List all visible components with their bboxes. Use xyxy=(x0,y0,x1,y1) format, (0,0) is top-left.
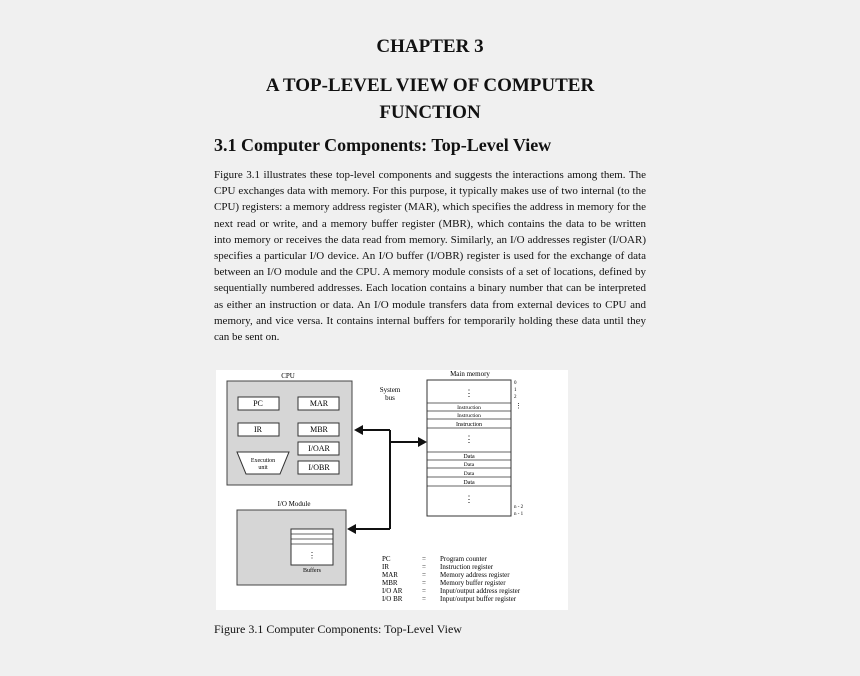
legend-abbr-ir: IR xyxy=(382,563,389,571)
legend-sep-ioar: = xyxy=(422,587,426,595)
register-mbr-label: MBR xyxy=(310,425,328,434)
address-ellipsis: ⋮ xyxy=(515,402,522,410)
memory-ellipsis-bottom: ⋮ xyxy=(464,494,474,504)
body-paragraph: Figure 3.1 illustrates these top-level components and suggests the interactions among them. The CPU exchanges data with memory. For this purpose, it typically makes use of two internal (to the CPU) registers: a memory address register (MAR), which specifies the address in memory for the next read or write, and a memory buffer register (MBR), which contains the data to be written into memory or receives the data read from memory. Similarly, an I/O addresses register (I/OAR) specifies a particular I/O device. An I/O buffer (I/OBR) register is used for the exchange of data between an I/O module and the CPU. A memory module consists of a set of locations, defined by sequentially numbered addresses. Each location contains a binary number that can be interpreted as either an instruction or data. An I/O module transfers data from external devices to CPU and memory, and vice versa. It contains internal buffers for temporarily holding these data until they can be sent on. xyxy=(214,169,646,344)
memory-row-instruction-1: Instruction xyxy=(457,405,481,411)
memory-row-data-4: Data xyxy=(463,480,475,486)
legend-abbr-iobr: I/O BR xyxy=(382,595,403,603)
legend-sep-ir: = xyxy=(422,563,426,571)
system-bus-label-2: bus xyxy=(385,394,395,402)
legend-desc-iobr: Input/output buffer register xyxy=(440,595,517,603)
legend-abbr-ioar: I/O AR xyxy=(382,587,403,595)
register-mar-label: MAR xyxy=(309,399,329,408)
memory-row-data-1: Data xyxy=(463,454,475,460)
bus-arrow-io xyxy=(347,524,356,534)
memory-label: Main memory xyxy=(450,370,490,378)
address-0: 0 xyxy=(514,381,517,386)
bus-arrow-memory xyxy=(418,437,427,447)
memory-row-instruction-2: Instruction xyxy=(457,413,481,419)
legend xyxy=(382,555,521,603)
diagram-svg xyxy=(216,370,568,610)
register-iobr-label: I/OBR xyxy=(308,463,330,472)
address-2: 2 xyxy=(514,395,517,400)
system-bus-lines xyxy=(354,430,420,529)
figure-caption: Figure 3.1 Computer Components: Top-Level View xyxy=(214,622,462,636)
legend-desc-mbr: Memory buffer register xyxy=(440,579,506,587)
address-n-2: n - 2 xyxy=(514,505,524,510)
memory-ellipsis-top: ⋮ xyxy=(464,388,474,398)
io-buffers-ellipsis: ⋮ xyxy=(308,551,316,560)
memory-row-data-2: Data xyxy=(463,462,475,468)
chapter-title-line-2: FUNCTION xyxy=(379,102,481,123)
execution-unit-label-2: unit xyxy=(258,465,268,471)
section-heading: 3.1 Computer Components: Top-Level View xyxy=(214,135,552,155)
legend-abbr-pc: PC xyxy=(382,555,391,563)
memory-row-instruction-3: Instruction xyxy=(456,422,482,428)
legend-sep-pc: = xyxy=(422,555,426,563)
address-n-1: n - 1 xyxy=(514,512,524,517)
io-buffers-label: Buffers xyxy=(303,568,321,574)
legend-abbr-mar: MAR xyxy=(382,571,398,579)
legend-desc-pc: Program counter xyxy=(440,555,487,563)
legend-desc-ioar: Input/output address register xyxy=(440,587,521,595)
chapter-heading: CHAPTER 3 xyxy=(376,36,484,57)
io-module-label: I/O Module xyxy=(277,500,311,508)
register-pc-label: PC xyxy=(253,399,263,408)
legend-sep-mar: = xyxy=(422,571,426,579)
legend-sep-mbr: = xyxy=(422,579,426,587)
register-ir-label: IR xyxy=(254,425,262,434)
legend-abbr-mbr: MBR xyxy=(382,579,398,587)
bus-arrow-cpu xyxy=(354,425,363,435)
legend-sep-iobr: = xyxy=(422,595,426,603)
memory-row-data-3: Data xyxy=(463,471,475,477)
cpu-label: CPU xyxy=(281,372,295,380)
address-1: 1 xyxy=(514,388,517,393)
chapter-title-line-1: A TOP-LEVEL VIEW OF COMPUTER xyxy=(265,75,595,96)
legend-desc-ir: Instruction register xyxy=(440,563,494,571)
execution-unit-label-1: Execution xyxy=(250,458,276,464)
figure-diagram xyxy=(216,370,568,610)
chapter-title xyxy=(200,72,660,126)
system-bus-label-1: System xyxy=(379,386,401,394)
memory-ellipsis-middle: ⋮ xyxy=(464,434,474,444)
register-ioar-label: I/OAR xyxy=(308,444,330,453)
legend-desc-mar: Memory address register xyxy=(440,571,510,579)
